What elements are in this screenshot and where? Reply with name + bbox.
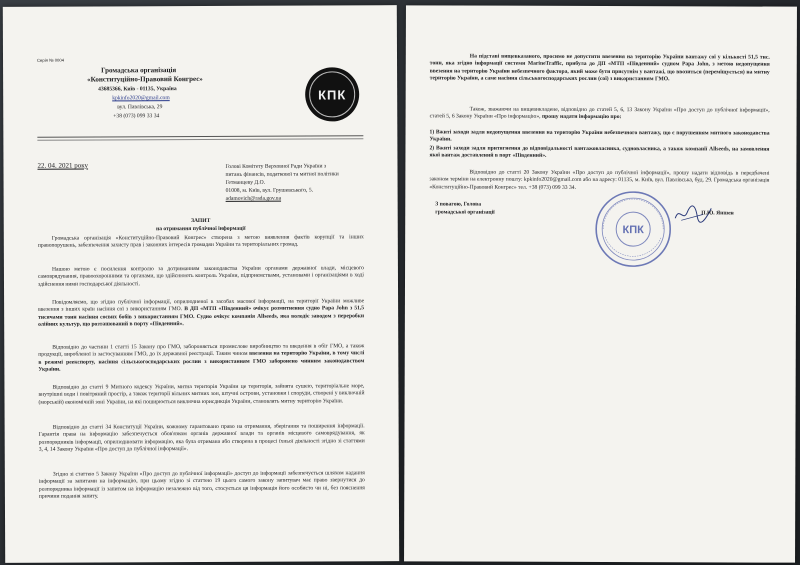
org-name-line-2: «Конституційно-Правовий Конгрес» (87, 74, 203, 84)
request-item-2: 2) Вжиті заходи задля притягнення до відповідальності вантажовласника, судновласника, а також компанії Allseeds, на замовлення якої вантаж доставлений в порт «Південний». (429, 145, 770, 160)
signer-name: П.Ю. Яншен (701, 210, 734, 217)
p2-paragraph-1-bold: На підставі вищевказаного, просимо не допустити ввезення на територію України вантажу сої у кількості 51,5 тис. тонн, яка згідно інформації системи MarineTraffic, прибула до ДП «МТП «Південний» судном Papa John, з метою недопущення ввезення на територію України небезпечного фактора, який може бути присутнім у вантажі, що ввозиться (переміщується) на митну територію України, (429, 53, 770, 82)
p2-paragraph-2 (430, 106, 770, 122)
paragraph-1: Громадська організація «Конституційно-Правовий Конгрес» створена з метою виявлення фактів корупції та інших правопорушень, забезпечення захисту прав і законних інтересів громадян України та територіальних громад. (37, 234, 364, 250)
paragraph-4-bold: ввезення на територію України, в тому числі в режимі реекспорту, насіння сільськогосподарських рослин з використанням ГМО заборонено чинним законодавством України. (38, 350, 365, 373)
paragraph-4-plain: Відповідно до частини 1 статті 15 Закону про ГМО, забороняється промислове виробництво та введення в обіг ГМО, а також продукції, виробленої із застосуванням ГМО, до їх державної реєстрації. Таким чином (38, 343, 365, 359)
request-title: ЗАПИТ (191, 217, 211, 225)
kpk-logo (305, 67, 359, 121)
letter-date: 22. 04. 2021 року (37, 161, 89, 170)
stamp-text: КПК (622, 224, 644, 237)
request-item-1: 1) Вжиті заходи задля недопущення ввезення на територію України небезпечного вантажу, що є порушенням митного законодавства України. (429, 129, 770, 143)
kpk-logo-text: КПК (309, 71, 355, 117)
p2-paragraph-2-bold: прошу надати інформацію про: (541, 114, 622, 121)
paragraph-3 (38, 298, 364, 329)
paragraph-4 (38, 343, 364, 374)
p2-paragraph-1 (430, 53, 770, 84)
org-street: вул. Павлівська, 29 (117, 104, 163, 111)
org-name-line-1: Громадська організація (101, 66, 177, 75)
document-page-2 (404, 5, 797, 562)
organization-stamp (593, 189, 673, 269)
paragraph-7: Згідно зі статтею 5 Закону України «Про доступ до публічної інформації» доступ до інформації забезпечується шляхом надання інформації за запитами на інформацію, при цьому згідно зі статтею 19 цього самого закону запитувач має право звернутися до розпорядника інформації із запитом на інформацію незалежно від того, стосується ця інформація його особисто чи ні, без пояснення причини подання запиту. (38, 470, 365, 500)
request-subtitle: на отримання публічної інформації (155, 225, 246, 233)
closing-line-2: громадської організації (435, 209, 495, 216)
p2-paragraph-2-plain: Також, зважаючи на вищевикладене, відповідно до статей 5, 6, 13 Закону України «Про доступ до публічної інформації», статей 5, 6 Закону України «Про інформацію», (429, 106, 770, 121)
closing-line-1: З повагою, Голова (435, 201, 482, 208)
p2-paragraph-1-emph: а саме насіння сільськогосподарських рослин (сої) з використанням ГМО. (480, 75, 670, 83)
paragraph-6: Відповідно до статті 34 Конституції України, кожному гарантовано право на отримання, зберігання та поширення інформації. Гарантія права на інформацію забезпечується обов'язком органів державної влади та органів місцевого самоврядування, як розпорядників інформації, оприлюднювати інформацію, яка була отримана або створена в процесі їхньої діяльності згідно зі статтями 3, 4, 14 Закону України «Про доступ до публічної інформації». (38, 423, 365, 453)
addressee-line-4: 01008, м. Київ, вул. Грушевського, 5. (225, 187, 314, 194)
paragraph-5: Відповідно до статті 9 Митного кодексу України, митна територія України це територія, зайнята сушею, територіальне море, внутрішні води і повітряний простір, а також території вільних митних зон, штучні острови, установки і споруди, створені у виключній (морській) економічній зоні України, на які поширюється виключна юрисдикція України, становлять митну територію України. (38, 383, 365, 406)
org-phone: +38 (073) 099 33 34 (113, 113, 160, 120)
addressee-email[interactable]: adamovich@rada.gov.ua (225, 195, 282, 202)
series-number: Серія № 0004 (37, 57, 65, 63)
addressee-line-3: Гетманцеву Д.О. (225, 179, 266, 186)
p2-paragraph-3: Відповідно до статті 20 Закону України «Про доступ до публічної інформації», прошу надати відповідь в передбачені законом терміни на електронну пошту: kpkinfo2020@gmail.com або на адресу: 01135, м. Київ, вул. Павлівська, буд. 29. Громадська організація «Конституційно-Правовий Конгрес» тел. +38 (073) 099 33 34. (429, 169, 770, 191)
header-divider (37, 135, 363, 137)
addressee-line-2: питань фінансів, податкової та митної політики (225, 171, 339, 178)
paragraph-2: Нашою метою є посилення контролю за дотриманням законодавства України органами державної влади, місцевого самоврядування, правоохоронними та органами, що здійснюють контроль України, підприємствами, установами і організаціями в ході здійснення ними господарської діяльності. (37, 265, 364, 288)
paragraph-3-plain: Повідомляємо, що згідно публічної інформації, оприлюдненої в засобах масової інформації, на території України можливе ввезення з інших країн насіння сої з використанням ГМО. (38, 298, 365, 314)
org-email-link[interactable]: kpkinfo2020@gmail.com (112, 95, 170, 102)
org-code: 43685366, Київ - 01135, Україна (98, 86, 177, 93)
document-page-1 (3, 5, 399, 563)
paragraph-3-bold: В ДП «МТП «Південний» очікує розмитнення судно Papa John з 51,5 тисячами тонн насіння соєвих бобів з використанням ГМО. Судно очікує компанія Allseeds, яка володіє заводом з переробки олійних культур, що розташований в порту «Південний». (38, 305, 365, 328)
header-divider-2 (37, 138, 363, 140)
addressee-line-1: Голові Комітету Верховної Ради України з (225, 163, 327, 170)
